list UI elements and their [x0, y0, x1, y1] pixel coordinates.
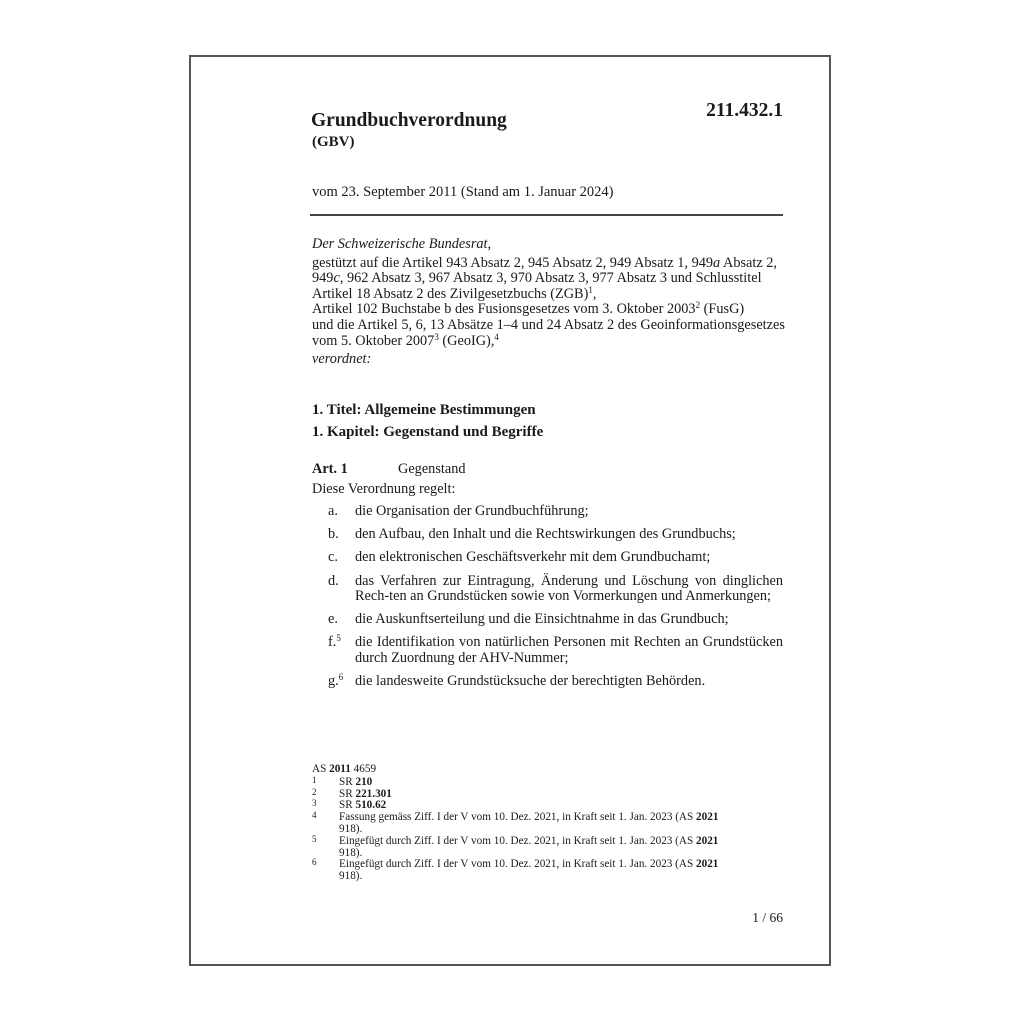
legal-basis-line: Artikel 18 Absatz 2 des Zivilgesetzbuchs (ZGB)$^1$,: [312, 284, 597, 302]
preamble: [312, 237, 787, 368]
collection-reference[interactable]: 2021: [696, 834, 719, 847]
footnote-reference[interactable]: 6: [338, 672, 344, 683]
article-item: [328, 674, 783, 690]
footnote-reference[interactable]: 3: [434, 331, 439, 342]
item-marker: a.: [328, 503, 338, 519]
footnote-number: 1: [312, 774, 317, 785]
sr-number: 211.432.1: [706, 100, 783, 121]
footnote: 2 SR 221.301: [312, 786, 392, 800]
article-item: [328, 612, 783, 628]
legal-basis-line: und die Artikel 5, 6, 13 Absätze 1–4 und 24 Absatz 2 des Geoinformationsgesetzes: [312, 316, 785, 333]
legal-basis-line: Artikel 102 Buchstabe b des Fusionsgesetzes vom 3. Oktober 2003$^2$ (FusG): [312, 300, 745, 318]
heading-chapter: 1. Kapitel: Gegenstand und Begriffe: [312, 424, 544, 440]
document-title: Grundbuchverordnung: [311, 110, 507, 131]
footnote-number: 6: [312, 857, 317, 868]
footnote-reference[interactable]: 5: [336, 633, 341, 644]
as-reference: AS 2011 4659: [312, 763, 377, 775]
collection-reference[interactable]: 221.301: [355, 787, 392, 800]
footnote-number: 3: [312, 798, 317, 809]
footnotes: [312, 764, 732, 883]
preamble-legal-basis: [312, 256, 787, 350]
article-intro: Diese Verordnung regelt:: [312, 481, 456, 497]
collection-reference[interactable]: 510.62: [355, 799, 387, 812]
item-marker: g.$^6$: [328, 672, 344, 690]
footnote-number: 2: [312, 786, 317, 797]
item-text: den Aufbau, den Inhalt und die Rechtswirkungen des Grundbuchs;: [355, 526, 736, 543]
preamble-decrees: verordnet:: [312, 351, 372, 368]
footnote-reference[interactable]: 2: [695, 300, 701, 311]
article-number: Art. 1: [312, 461, 348, 477]
article-item-list: [328, 504, 783, 697]
item-marker: c.: [328, 549, 338, 566]
preamble-issuer: Der Schweizerische Bundesrat,: [312, 236, 492, 252]
footnote-list: [312, 774, 732, 883]
item-text: den elektronischen Geschäftsverkehr mit dem Grundbuchamt;: [355, 549, 711, 566]
page-number: 1 / 66: [752, 910, 783, 925]
item-text: das Verfahren zur Eintragung, Änderung und Löschung von dinglichen Rech-ten an Grundstücken sowie von Vormerkungen und Anmerkungen;: [355, 572, 783, 605]
footnote-reference[interactable]: 1: [588, 284, 593, 295]
heading-title: 1. Titel: Allgemeine Bestimmungen: [312, 402, 536, 418]
footnote: 1 SR 210: [312, 774, 373, 788]
item-text: die Organisation der Grundbuchführung;: [355, 503, 589, 519]
item-text: die Identifikation von natürlichen Personen mit Rechten an Grundstücken durch Zuordnung der AHV-Nummer;: [355, 634, 783, 666]
item-marker: e.: [328, 611, 338, 628]
item-marker: d.: [328, 572, 339, 589]
footnote-number: 5: [312, 833, 317, 844]
item-text: die landesweite Grundstücksuche der berechtigten Behörden.: [355, 673, 706, 690]
document-date-line: vom 23. September 2011 (Stand am 1. Januar 2024): [312, 184, 614, 200]
legal-basis-line: 949c, 962 Absatz 3, 967 Absatz 3, 970 Absatz 3, 977 Absatz 3 und Schlusstitel: [312, 270, 762, 287]
item-text: die Auskunftserteilung und die Einsichtnahme in das Grundbuch;: [355, 611, 729, 628]
footnote: 3 SR 510.62: [312, 798, 387, 812]
footnote: 4 Fassung gemäss Ziff. I der V vom 10. Dez. 2021, in Kraft seit 1. Jan. 2023 (AS 2021 918).: [312, 810, 719, 835]
title-divider: [310, 214, 783, 216]
footnote-number: 4: [312, 810, 317, 821]
collection-reference[interactable]: 210: [355, 775, 373, 788]
article-item: [328, 504, 783, 520]
footnote: 6 Eingefügt durch Ziff. I der V vom 10. Dez. 2021, in Kraft seit 1. Jan. 2023 (AS 2021 918).: [312, 857, 719, 883]
article-subject: Gegenstand: [398, 461, 466, 477]
legal-basis-line: vom 5. Oktober 2007$^3$ (GeoIG),$^4$: [312, 331, 499, 349]
legal-basis-line: gestützt auf die Artikel 943 Absatz 2, 945 Absatz 2, 949 Absatz 1, 949a Absatz 2,: [312, 254, 777, 271]
collection-reference[interactable]: 2021: [696, 858, 719, 871]
footnote: 5 Eingefügt durch Ziff. I der V vom 10. Dez. 2021, in Kraft seit 1. Jan. 2023 (AS 2021 918).: [312, 833, 719, 859]
footnote-reference[interactable]: 4: [494, 331, 499, 342]
article-item: [328, 550, 783, 566]
item-marker: b.: [328, 526, 339, 543]
article-item: [328, 635, 783, 666]
document-abbreviation: (GBV): [312, 134, 355, 150]
article-item: [328, 527, 783, 543]
item-marker: f.$^5$: [328, 633, 341, 651]
article-item: [328, 574, 783, 605]
collection-reference[interactable]: 2021: [696, 811, 719, 824]
